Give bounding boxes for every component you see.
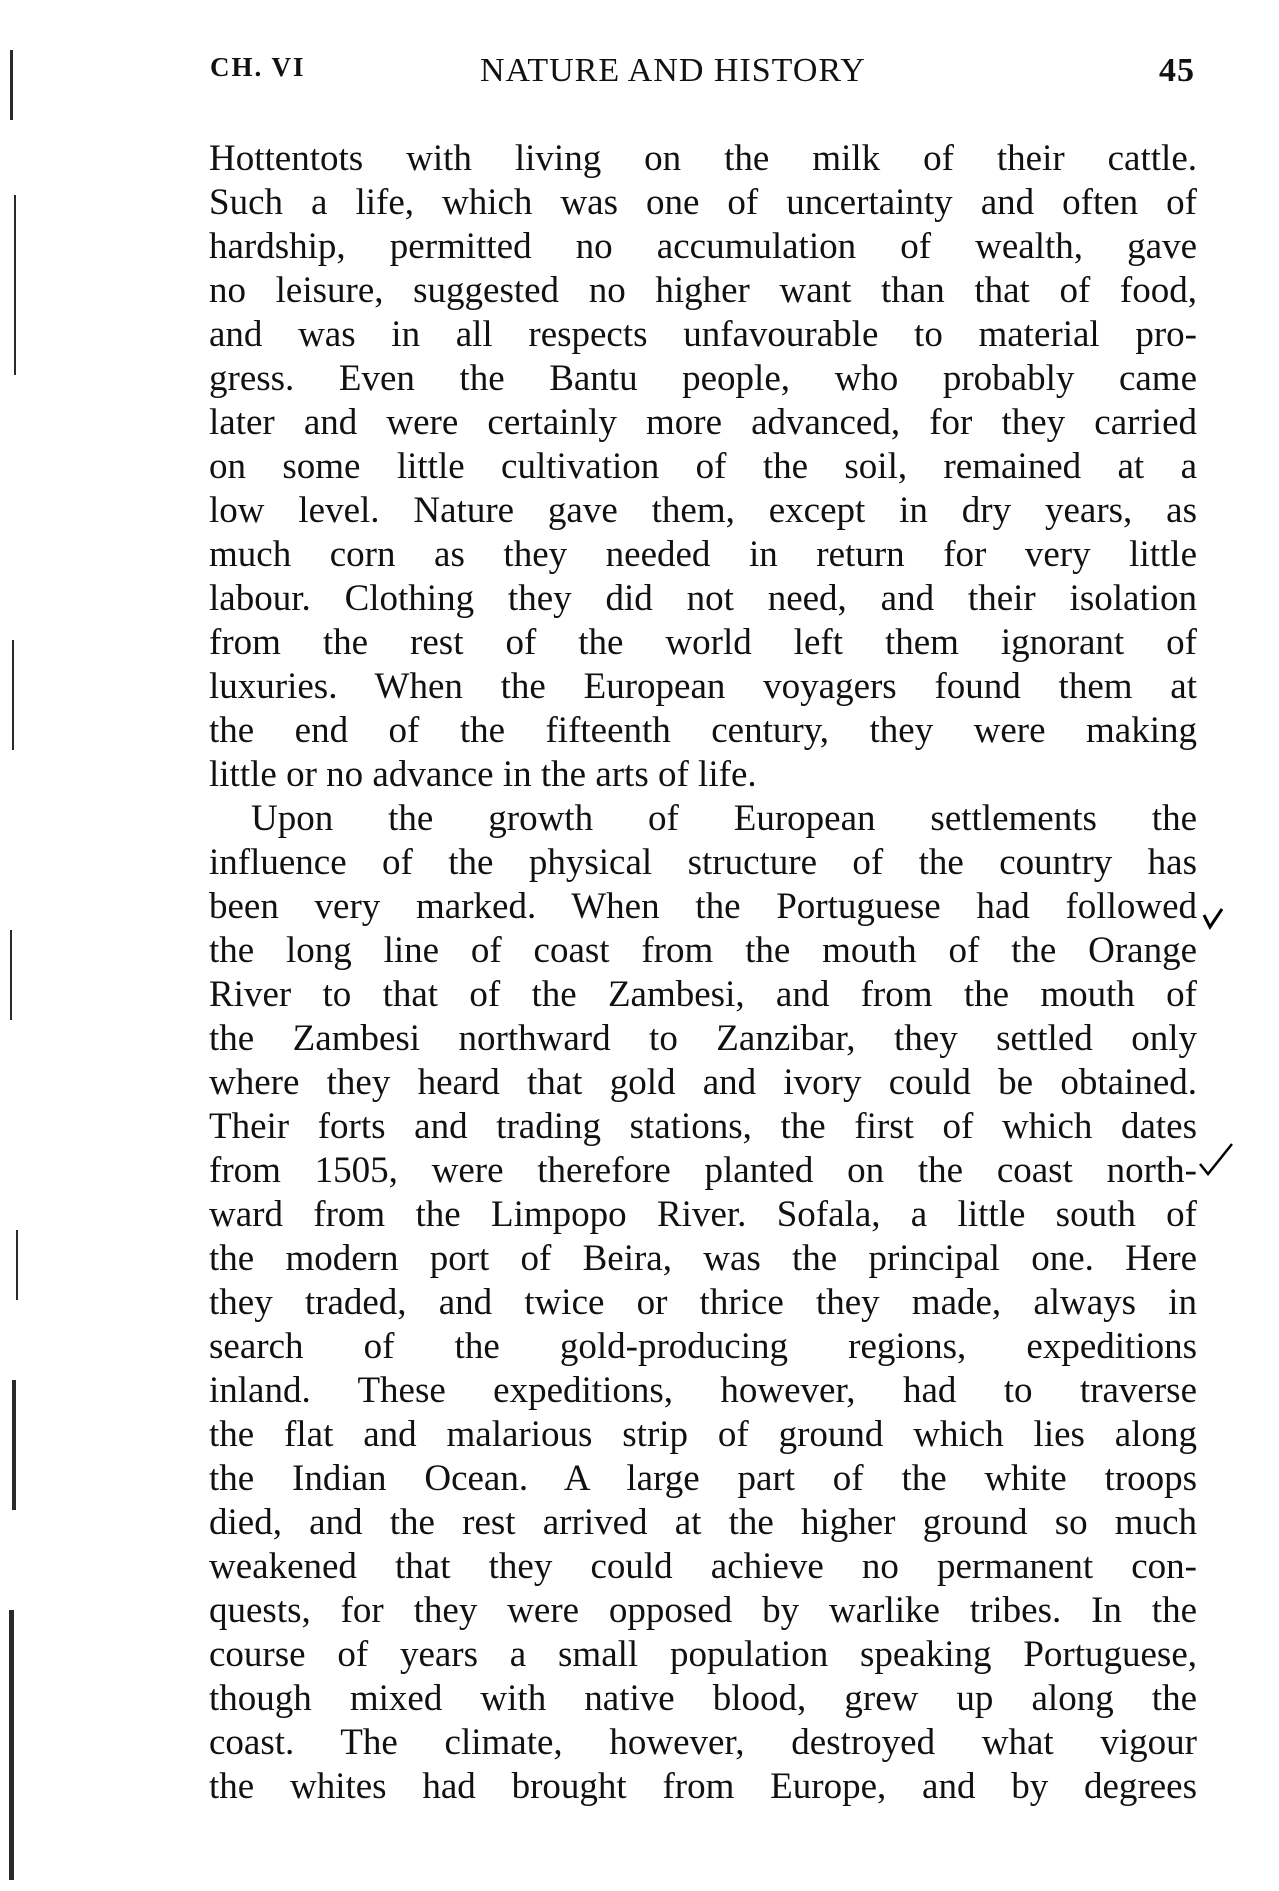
- text-line: labour. Clothing they did not need, and their isolation: [209, 578, 1197, 619]
- text-line: no leisure, suggested no higher want than that of food,: [209, 270, 1197, 311]
- scan-gutter-shadow: [0, 0, 56, 1891]
- running-header: [210, 52, 1195, 92]
- text-line: Upon the growth of European settlements the: [251, 798, 1197, 839]
- text-line: little or no advance in the arts of life.: [209, 754, 757, 795]
- text-line: search of the gold-producing regions, expeditions: [209, 1326, 1197, 1367]
- text-line: luxuries. When the European voyagers found them at: [209, 666, 1197, 707]
- text-line: River to that of the Zambesi, and from the mouth of: [209, 974, 1197, 1015]
- text-line: the flat and malarious strip of ground which lies along: [209, 1414, 1197, 1455]
- text-line: they traded, and twice or thrice they made, always in: [209, 1282, 1197, 1323]
- text-line: been very marked. When the Portuguese had followed: [209, 886, 1197, 927]
- text-line: the Zambesi northward to Zanzibar, they settled only: [209, 1018, 1197, 1059]
- text-line: weakened that they could achieve no permanent con-: [209, 1546, 1197, 1587]
- body-text: [209, 137, 1197, 1809]
- page-number: 45: [1159, 52, 1195, 89]
- text-line: the modern port of Beira, was the principal one. Here: [209, 1238, 1197, 1279]
- text-line: much corn as they needed in return for very little: [209, 534, 1197, 575]
- text-line: from the rest of the world left them ignorant of: [209, 622, 1197, 663]
- text-line: Hottentots with living on the milk of their cattle.: [209, 138, 1197, 179]
- pencil-check-mark-icon: [1196, 1140, 1236, 1180]
- text-line: course of years a small population speaking Portuguese,: [209, 1634, 1197, 1675]
- text-line: inland. These expeditions, however, had to traverse: [209, 1370, 1197, 1411]
- running-title: NATURE AND HISTORY: [480, 52, 866, 89]
- text-line: from 1505, were therefore planted on the coast north-: [209, 1150, 1197, 1191]
- text-line: later and were certainly more advanced, for they carried: [209, 402, 1197, 443]
- text-line: the long line of coast from the mouth of the Orange: [209, 930, 1197, 971]
- text-line: on some little cultivation of the soil, remained at a: [209, 446, 1197, 487]
- text-line: coast. The climate, however, destroyed what vigour: [209, 1722, 1197, 1763]
- text-line: ward from the Limpopo River. Sofala, a little south of: [209, 1194, 1197, 1235]
- text-line: and was in all respects unfavourable to material pro-: [209, 314, 1197, 355]
- text-line: Their forts and trading stations, the first of which dates: [209, 1106, 1197, 1147]
- text-line: low level. Nature gave them, except in dry years, as: [209, 490, 1197, 531]
- text-line: the whites had brought from Europe, and by degrees: [209, 1766, 1197, 1807]
- text-line: died, and the rest arrived at the higher ground so much: [209, 1502, 1197, 1543]
- text-line: influence of the physical structure of the country has: [209, 842, 1197, 883]
- text-line: the Indian Ocean. A large part of the white troops: [209, 1458, 1197, 1499]
- pencil-check-mark-icon: [1200, 905, 1226, 931]
- chapter-label: CH. VI: [210, 52, 306, 82]
- text-line: Such a life, which was one of uncertainty and often of: [209, 182, 1197, 223]
- text-line: hardship, permitted no accumulation of wealth, gave: [209, 226, 1197, 267]
- text-line: gress. Even the Bantu people, who probably came: [209, 358, 1197, 399]
- text-line: the end of the fifteenth century, they were making: [209, 710, 1197, 751]
- text-line: though mixed with native blood, grew up along the: [209, 1678, 1197, 1719]
- text-line: quests, for they were opposed by warlike tribes. In the: [209, 1590, 1197, 1631]
- text-line: where they heard that gold and ivory could be obtained.: [209, 1062, 1197, 1103]
